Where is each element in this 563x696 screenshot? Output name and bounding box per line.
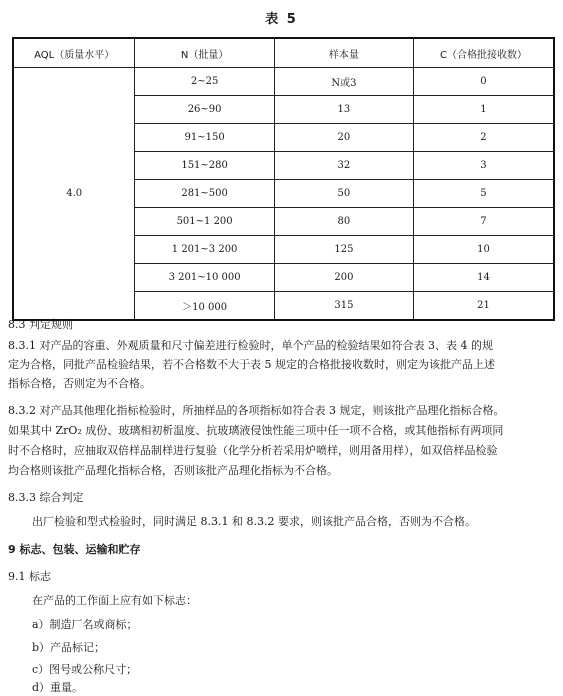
section-8-3-3-heading: 8.3.3 综合判定	[8, 491, 84, 504]
section-8-3-1-line: 8.3.1 对产品的容重、外观质量和尺寸偏差进行检验时，单个产品的检验结果如符合表 3、表 4 的规	[8, 339, 493, 352]
batch-cell: ＞10 000	[135, 292, 275, 321]
sample-cell: 32	[274, 152, 413, 180]
c-cell: 7	[413, 208, 554, 236]
list-item: a）制造厂名或商标；	[32, 618, 138, 631]
c-cell: 5	[413, 180, 554, 208]
c-cell: 1	[413, 96, 554, 124]
section-8-3-2-line: 8.3.2 对产品其他理化指标检验时，所抽样品的各项指标如符合表 3 规定，则该批产品理化指标合格。	[8, 404, 505, 417]
sample-cell: 125	[274, 236, 413, 264]
list-item: b）产品标记；	[32, 641, 106, 654]
section-8-3-heading: 8.3 判定规则	[8, 318, 73, 331]
header-sample: 样本量	[274, 38, 413, 68]
batch-cell: 151~280	[135, 152, 275, 180]
batch-cell: 281~500	[135, 180, 275, 208]
sampling-table	[12, 37, 555, 321]
section-8-3-1-line: 指标合格，否则定为不合格。	[8, 377, 151, 390]
batch-cell: 3 201~10 000	[135, 264, 275, 292]
table-title: 表 5	[265, 12, 298, 27]
section-8-3-2-line: 均合格则该批产品理化指标合格，否则该批产品理化指标为不合格。	[8, 464, 338, 477]
sample-cell: 200	[274, 264, 413, 292]
section-9-1-heading: 9.1 标志	[8, 570, 51, 583]
header-batch: N（批量）	[135, 38, 275, 68]
table-row	[13, 68, 554, 96]
batch-cell: 501~1 200	[135, 208, 275, 236]
sample-cell: 13	[274, 96, 413, 124]
section-9-1-text: 在产品的工作面上应有如下标志：	[32, 594, 197, 607]
c-cell: 3	[413, 152, 554, 180]
header-aql: AQL（质量水平）	[13, 38, 135, 68]
c-cell: 10	[413, 236, 554, 264]
batch-cell: 1 201~3 200	[135, 236, 275, 264]
section-8-3-3-text: 出厂检验和型式检验时，同时满足 8.3.1 和 8.3.2 要求，则该批产品合格，否则为不合格。	[32, 515, 476, 528]
c-cell: 0	[413, 68, 554, 96]
list-item: d）重量。	[32, 681, 84, 694]
aql-value-cell: 4.0	[13, 68, 135, 321]
sample-cell: N或3	[274, 68, 413, 96]
section-9-heading: 9 标志、包装、运输和贮存	[8, 543, 141, 556]
sample-cell: 20	[274, 124, 413, 152]
sample-cell: 315	[274, 292, 413, 321]
sample-cell: 50	[274, 180, 413, 208]
table-header-row	[13, 38, 554, 68]
batch-cell: 26~90	[135, 96, 275, 124]
sample-cell: 80	[274, 208, 413, 236]
section-8-3-1-line: 定为合格，同批产品检验结果，若不合格数不大于表 5 规定的合格批接收数时，则定为该批产品上述	[8, 358, 495, 371]
list-item: c）图号或公称尺寸；	[32, 663, 138, 676]
batch-cell: 2~25	[135, 68, 275, 96]
c-cell: 14	[413, 264, 554, 292]
header-c: C（合格批接收数）	[413, 38, 554, 68]
c-cell: 21	[413, 292, 554, 321]
section-8-3-2-line: 时不合格时，应抽取双倍样品制样进行复验（化学分析若采用炉喷样，则用备用样），如双倍样品检验	[8, 444, 498, 457]
section-8-3-2-line: 如果其中 ZrO₂ 成份、玻璃相初析温度、抗玻璃液侵蚀性能三项中任一项不合格，或其他指标有两项同	[8, 424, 504, 437]
c-cell: 2	[413, 124, 554, 152]
batch-cell: 91~150	[135, 124, 275, 152]
